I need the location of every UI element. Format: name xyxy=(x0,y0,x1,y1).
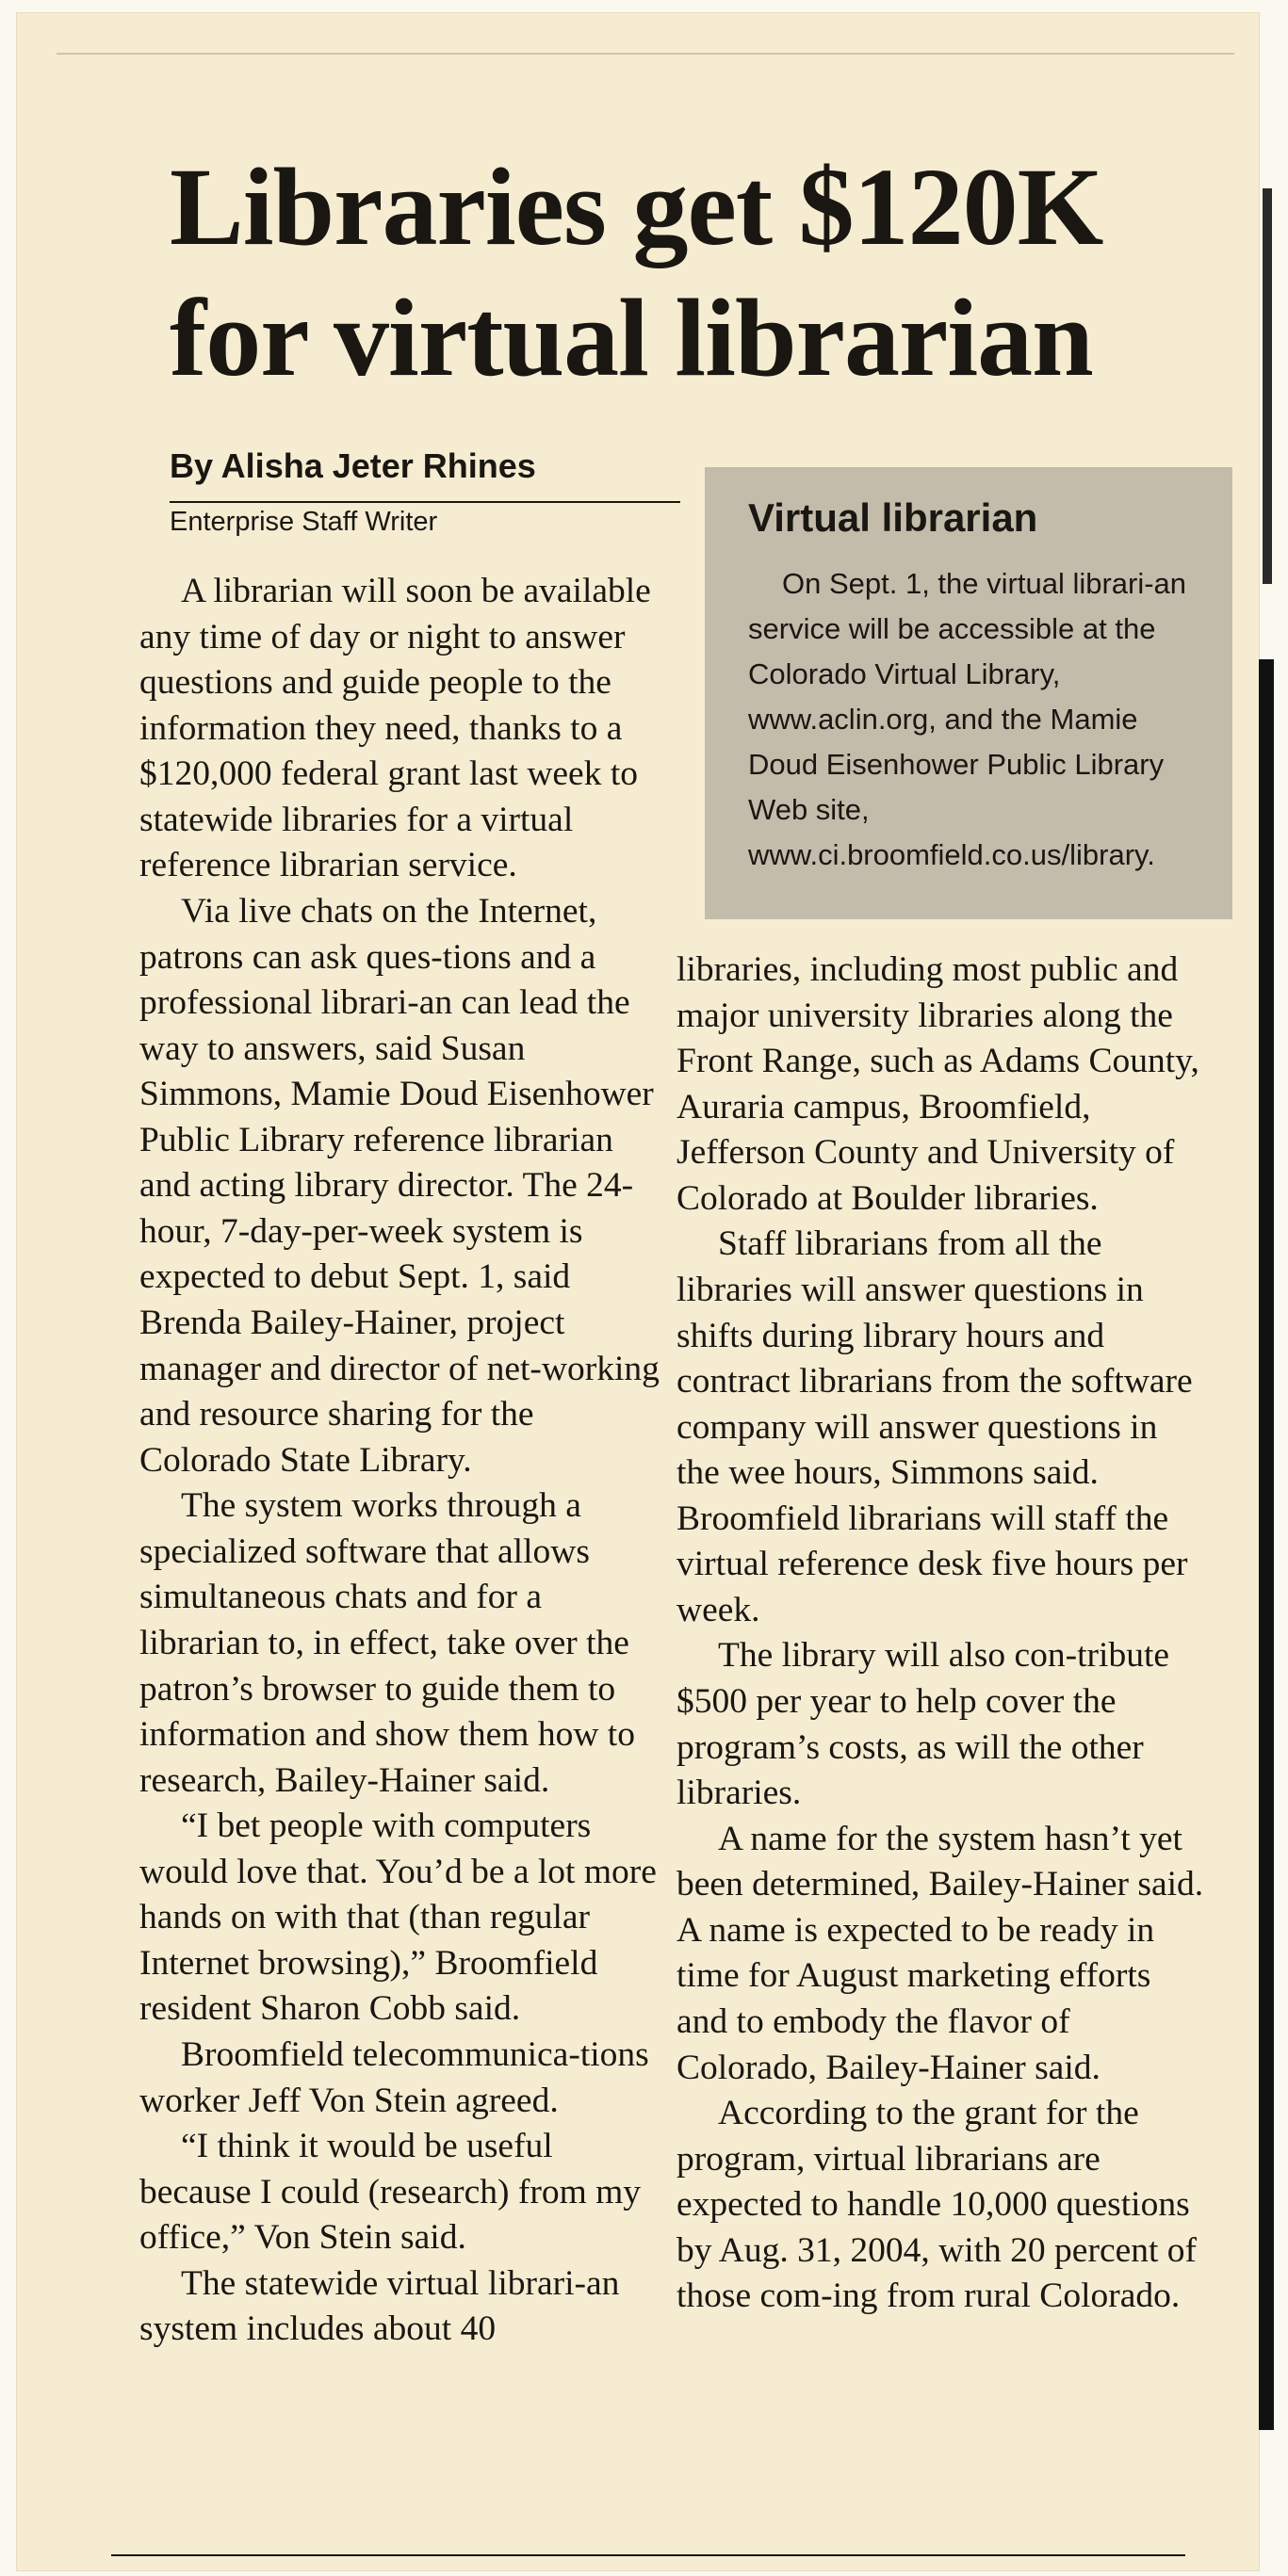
paragraph: A name for the system hasn’t yet been determined, Bailey-Hainer said. A name is expected to be ready in time for August marketing efforts and to embody the flavor of Colorado, Bailey-Hainer said. xyxy=(677,1819,1204,2087)
headline-line-2: for virtual librarian xyxy=(170,276,1093,400)
paragraph: A librarian will soon be available any time of day or night to answer questions and guide people to the information they need, thanks to a $120,000 federal grant last week to statewide libraries for a virtual reference librarian service. xyxy=(139,572,651,885)
paragraph: According to the grant for the program, virtual librarians are expected to handle 10,000 questions by Aug. 31, 2004, with 20 percent of those com-ing from rural Colorado. xyxy=(677,2094,1198,2316)
headline-line-1: Libraries get $120K xyxy=(170,145,1103,268)
headline xyxy=(170,141,1244,403)
paragraph: Staff librarians from all the libraries will answer questions in shifts during library hours and contract librarians from the software company will answer questions in the wee hours, Simmons said. Broomfield librarians will staff the virtual reference desk five hours per week. xyxy=(677,1224,1193,1629)
sidebar-text: On Sept. 1, the virtual librari-an service will be accessible at the Colorado Virtual Library, www.aclin.org, and the Mamie Doud Eisenhower Public Library Web site, www.ci.broomfield.co.us/library. xyxy=(748,567,1187,872)
paragraph: Broomfield telecommunica-tions worker Jeff Von Stein agreed. xyxy=(139,2035,649,2120)
sidebar-title: Virtual librarian xyxy=(748,495,1038,540)
clipping-top-rule xyxy=(57,53,1234,55)
scan-shadow-edge xyxy=(1263,188,1272,584)
paragraph: “I bet people with computers would love that. You’d be a lot more hands on with that (than regular Internet browsing),” Broomfield resident Sharon Cobb said. xyxy=(139,1806,657,2029)
paragraph: The library will also con-tribute $500 per year to help cover the program’s costs, as will the other libraries. xyxy=(677,1636,1170,1813)
article-column-2 xyxy=(677,948,1204,2320)
paragraph: Via live chats on the Internet, patrons can ask ques-tions and a professional librari-an can lead the way to answers, said Susan Simmons, Mamie Doud Eisenhower Public Library reference librarian and acting library director. The 24-hour, 7-day-per-week system is expected to debut Sept. 1, said Brenda Bailey-Hainer, project manager and director of net-working and resource sharing for the Colorado State Library. xyxy=(139,891,660,1480)
staff-writer-label: Enterprise Staff Writer xyxy=(170,507,438,537)
article-column-1 xyxy=(139,569,667,2353)
paragraph: The statewide virtual librari-an system includes about 40 xyxy=(139,2263,620,2349)
paragraph: The system works through a specialized software that allows simultaneous chats and for a librarian to, in effect, take over the patron’s browser to guide them to information and show them how to research, Bailey-Hainer said. xyxy=(139,1486,635,1800)
paragraph: “I think it would be useful because I could (research) from my office,” Von Stein said. xyxy=(139,2127,642,2258)
scan-shadow-edge xyxy=(1259,659,1274,2430)
byline-rule xyxy=(170,501,680,503)
paragraph: libraries, including most public and major university libraries along the Front Range, such as Adams County, Auraria campus, Broomfield, Jefferson County and University of Colorado at Boulder libraries. xyxy=(677,950,1199,1218)
byline: By Alisha Jeter Rhines xyxy=(170,446,536,485)
info-sidebar-box xyxy=(705,467,1232,919)
bottom-rule xyxy=(111,2554,1185,2556)
